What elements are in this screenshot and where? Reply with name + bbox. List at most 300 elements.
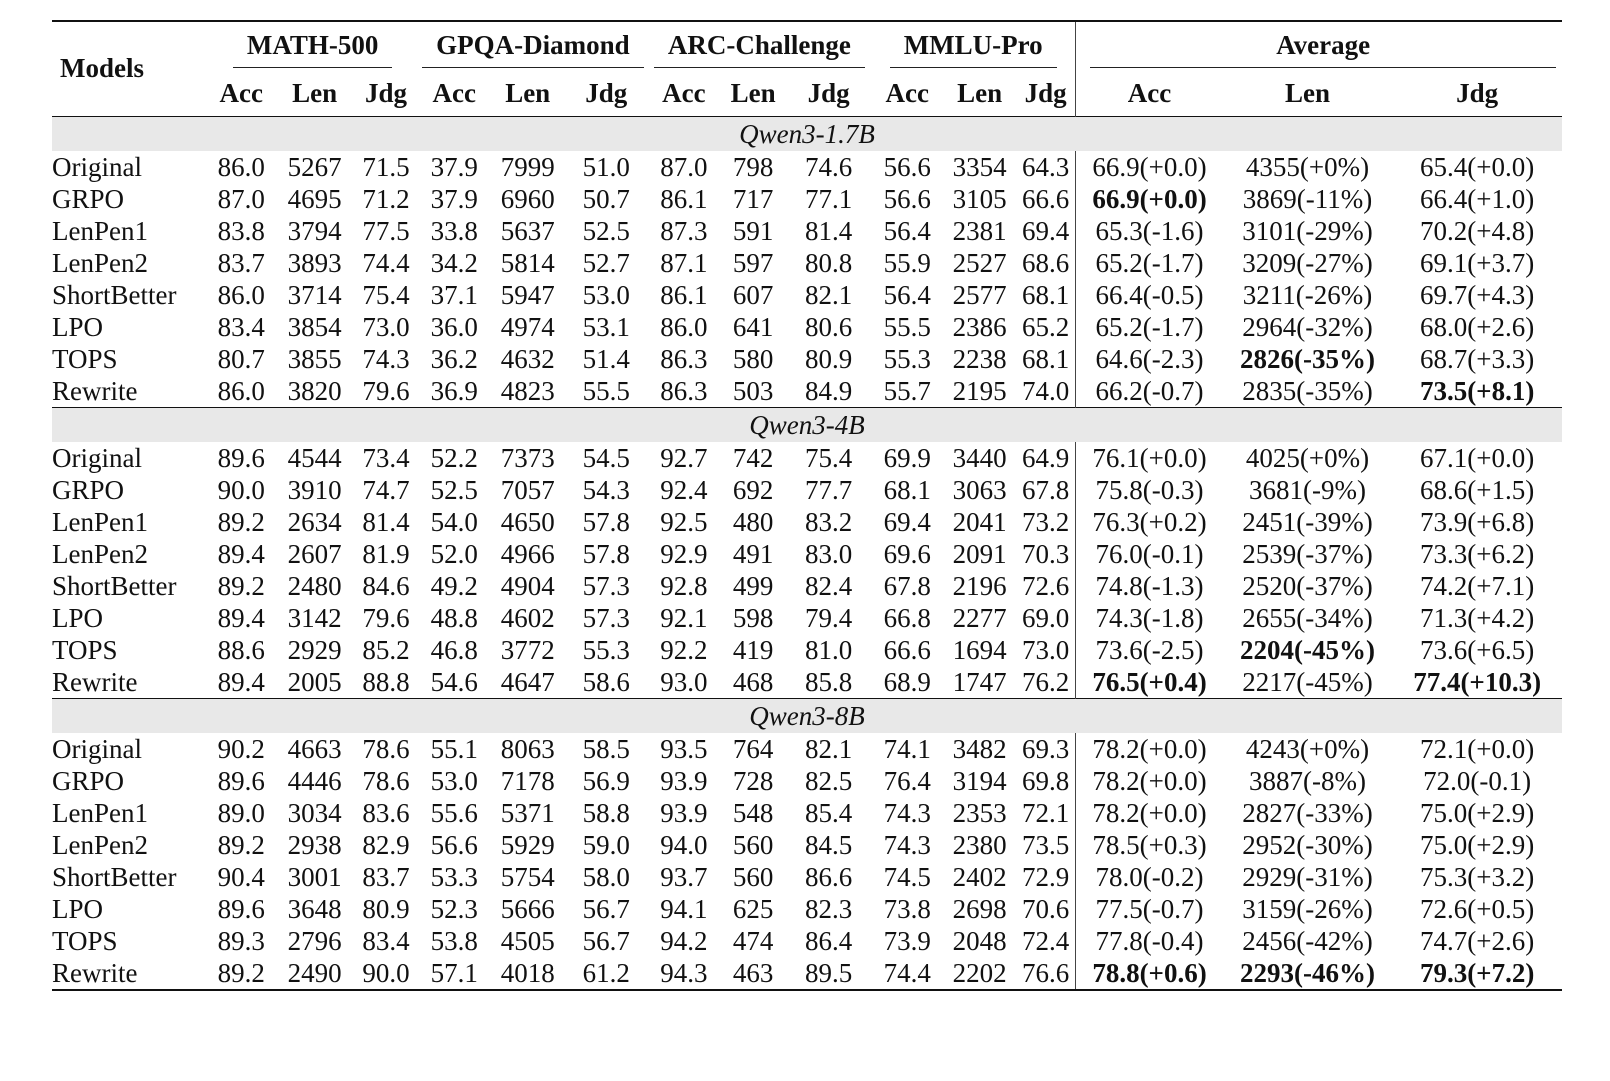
average-cell: 74.2(+7.1) xyxy=(1420,570,1535,601)
value-cell: 82.4 xyxy=(805,570,853,601)
value-cell: 4647 xyxy=(500,666,555,697)
value-cell: 7999 xyxy=(500,151,555,182)
value-cell: 86.0 xyxy=(217,151,265,182)
table-row xyxy=(52,215,1562,247)
value-cell: 80.7 xyxy=(217,343,265,374)
section-header-row xyxy=(52,117,1562,152)
value-cell: 51.4 xyxy=(582,343,630,374)
value-cell: 93.5 xyxy=(660,733,708,764)
value-cell: 74.1 xyxy=(883,733,931,764)
average-cell: 74.7(+2.6) xyxy=(1420,925,1535,956)
value-cell: 692 xyxy=(732,474,774,505)
average-cell: 75.3(+3.2) xyxy=(1420,861,1535,892)
value-cell: 2277 xyxy=(952,602,1007,633)
value-cell: 88.6 xyxy=(217,634,265,665)
average-cell: 77.5(-0.7) xyxy=(1076,893,1223,925)
value-cell: 58.6 xyxy=(582,666,630,697)
average-cell: 2929(-31%) xyxy=(1242,861,1373,892)
table-row xyxy=(52,861,1562,893)
value-cell: 74.4 xyxy=(362,247,410,278)
value-cell: 81.4 xyxy=(362,506,410,537)
value-cell: 94.0 xyxy=(660,829,708,860)
value-cell: 77.5 xyxy=(362,215,410,246)
value-cell: 75.4 xyxy=(362,279,410,310)
value-cell: 49.2 xyxy=(430,570,478,601)
value-cell: 69.8 xyxy=(1021,765,1070,796)
value-cell: 74.0 xyxy=(1021,375,1070,406)
value-cell: 86.4 xyxy=(805,925,853,956)
metric-header-acc: Acc xyxy=(432,77,476,108)
value-cell: 92.8 xyxy=(660,570,708,601)
value-cell: 2698 xyxy=(952,893,1007,924)
average-cell: 74.8(-1.3) xyxy=(1076,570,1223,602)
metric-header-len: Len xyxy=(505,77,551,108)
average-cell: 76.1(+0.0) xyxy=(1076,442,1223,474)
value-cell: 86.1 xyxy=(660,279,708,310)
average-cell: 75.0(+2.9) xyxy=(1420,797,1535,828)
value-cell: 64.9 xyxy=(1021,442,1070,473)
value-cell: 58.5 xyxy=(582,733,630,764)
value-cell: 36.9 xyxy=(430,375,478,406)
average-cell: 73.5(+8.1) xyxy=(1419,375,1535,406)
value-cell: 70.6 xyxy=(1021,893,1070,924)
value-cell: 55.1 xyxy=(430,733,478,764)
average-cell: 65.4(+0.0) xyxy=(1420,151,1535,182)
value-cell: 34.2 xyxy=(430,247,478,278)
value-cell: 52.7 xyxy=(582,247,630,278)
value-cell: 46.8 xyxy=(430,634,478,665)
value-cell: 76.6 xyxy=(1016,957,1076,990)
value-cell: 87.0 xyxy=(660,151,708,182)
model-name-cell: LenPen2 xyxy=(52,538,148,569)
table-header xyxy=(52,21,1562,117)
value-cell: 2041 xyxy=(952,506,1007,537)
value-cell: 2386 xyxy=(952,311,1007,342)
value-cell: 56.6 xyxy=(883,183,931,214)
table-row xyxy=(52,602,1562,634)
table-row xyxy=(52,765,1562,797)
average-cell: 3159(-26%) xyxy=(1242,893,1373,924)
average-cell: 68.6(+1.5) xyxy=(1420,474,1535,505)
average-cell: 2539(-37%) xyxy=(1242,538,1373,569)
value-cell: 87.1 xyxy=(660,247,708,278)
table-row xyxy=(52,538,1562,570)
average-cell: 73.3(+6.2) xyxy=(1420,538,1535,569)
model-name-cell: ShortBetter xyxy=(52,570,177,601)
model-name-cell: LPO xyxy=(52,602,104,633)
model-name-cell: Rewrite xyxy=(52,666,138,697)
value-cell: 92.9 xyxy=(660,538,708,569)
average-cell: 73.9(+6.8) xyxy=(1420,506,1535,537)
value-cell: 93.9 xyxy=(660,797,708,828)
value-cell: 74.5 xyxy=(883,861,931,892)
model-name-cell: GRPO xyxy=(52,183,125,214)
value-cell: 2091 xyxy=(952,538,1007,569)
average-cell: 74.3(-1.8) xyxy=(1076,602,1223,634)
value-cell: 3001 xyxy=(287,861,342,892)
value-cell: 72.1 xyxy=(1021,797,1070,828)
value-cell: 580 xyxy=(732,343,774,374)
metric-header-jdg: Jdg xyxy=(1024,77,1067,108)
value-cell: 89.6 xyxy=(217,893,265,924)
value-cell: 81.9 xyxy=(362,538,410,569)
value-cell: 503 xyxy=(732,375,774,406)
metric-header-acc: Acc xyxy=(662,77,706,108)
value-cell: 4018 xyxy=(490,957,564,990)
value-cell: 3820 xyxy=(287,375,342,406)
value-cell: 85.2 xyxy=(362,634,410,665)
value-cell: 53.8 xyxy=(430,925,478,956)
value-cell: 70.3 xyxy=(1021,538,1070,569)
value-cell: 72.9 xyxy=(1021,861,1070,892)
value-cell: 73.4 xyxy=(362,442,410,473)
average-cell: 4243(+0%) xyxy=(1245,733,1370,764)
results-table xyxy=(52,20,1562,991)
value-cell: 56.4 xyxy=(883,215,931,246)
average-cell: 72.0(-0.1) xyxy=(1423,765,1532,796)
value-cell: 56.7 xyxy=(582,893,630,924)
value-cell: 93.9 xyxy=(660,765,708,796)
value-cell: 499 xyxy=(732,570,774,601)
value-cell: 3034 xyxy=(287,797,342,828)
average-cell: 73.6(-2.5) xyxy=(1076,634,1223,666)
value-cell: 474 xyxy=(732,925,774,956)
average-cell: 64.6(-2.3) xyxy=(1076,343,1223,375)
value-cell: 93.7 xyxy=(660,861,708,892)
average-cell: 3101(-29%) xyxy=(1242,215,1373,246)
average-cell: 2217(-45%) xyxy=(1242,666,1373,697)
value-cell: 597 xyxy=(732,247,774,278)
benchmark-header-gpqa xyxy=(418,21,648,70)
value-cell: 56.6 xyxy=(883,151,931,182)
value-cell: 76.4 xyxy=(883,765,931,796)
value-cell: 92.1 xyxy=(660,602,708,633)
table-row xyxy=(52,183,1562,215)
model-name-cell: LenPen1 xyxy=(52,797,148,828)
value-cell: 83.8 xyxy=(217,215,265,246)
value-cell: 80.9 xyxy=(805,343,853,374)
metric-header-acc: Acc xyxy=(885,77,929,108)
value-cell: 742 xyxy=(732,442,774,473)
model-name-cell: LenPen2 xyxy=(52,247,148,278)
value-cell: 560 xyxy=(732,861,774,892)
average-cell: 2964(-32%) xyxy=(1242,311,1373,342)
average-cell: 3681(-9%) xyxy=(1248,474,1366,505)
value-cell: 3482 xyxy=(952,733,1007,764)
value-cell: 56.9 xyxy=(582,765,630,796)
average-cell: 68.0(+2.6) xyxy=(1420,311,1535,342)
value-cell: 54.5 xyxy=(582,442,630,473)
table-row xyxy=(52,733,1562,765)
value-cell: 4966 xyxy=(500,538,555,569)
average-cell: 2827(-33%) xyxy=(1242,797,1373,828)
value-cell: 2402 xyxy=(952,861,1007,892)
benchmark-header-mmlu-pro xyxy=(871,21,1076,70)
value-cell: 55.9 xyxy=(883,247,931,278)
model-name-cell: GRPO xyxy=(52,765,125,796)
average-cell: 3209(-27%) xyxy=(1242,247,1373,278)
table-row xyxy=(52,925,1562,957)
benchmark-label: MATH-500 xyxy=(233,30,392,68)
value-cell: 51.0 xyxy=(582,151,630,182)
model-name-cell: GRPO xyxy=(52,474,125,505)
value-cell: 5637 xyxy=(500,215,555,246)
value-cell: 419 xyxy=(732,634,774,665)
value-cell: 52.5 xyxy=(582,215,630,246)
value-cell: 73.2 xyxy=(1021,506,1070,537)
model-name-cell: TOPS xyxy=(52,343,118,374)
value-cell: 5267 xyxy=(287,151,342,182)
value-cell: 4823 xyxy=(500,375,555,406)
value-cell: 56.7 xyxy=(582,925,630,956)
value-cell: 89.5 xyxy=(786,957,871,990)
section-title: Qwen3-1.7B xyxy=(52,117,1562,152)
value-cell: 77.1 xyxy=(805,183,853,214)
value-cell: 69.4 xyxy=(1021,215,1070,246)
table-row xyxy=(52,506,1562,538)
value-cell: 4974 xyxy=(500,311,555,342)
value-cell: 33.8 xyxy=(430,215,478,246)
table-row xyxy=(52,151,1562,183)
table-row xyxy=(52,829,1562,861)
value-cell: 89.6 xyxy=(217,442,265,473)
value-cell: 89.4 xyxy=(217,666,265,697)
value-cell: 3194 xyxy=(952,765,1007,796)
value-cell: 74.7 xyxy=(362,474,410,505)
table-row xyxy=(52,634,1562,666)
value-cell: 94.2 xyxy=(660,925,708,956)
value-cell: 560 xyxy=(732,829,774,860)
metric-header-jdg: Jdg xyxy=(807,77,850,108)
value-cell: 86.0 xyxy=(217,279,265,310)
metric-header-len: Len xyxy=(292,77,338,108)
table-body xyxy=(52,117,1562,991)
value-cell: 56.6 xyxy=(430,829,478,860)
average-cell: 66.9(+0.0) xyxy=(1076,151,1223,183)
value-cell: 85.8 xyxy=(805,666,853,697)
table-row xyxy=(52,893,1562,925)
section-title: Qwen3-8B xyxy=(52,699,1562,734)
model-name-cell: LenPen2 xyxy=(52,829,148,860)
value-cell: 69.0 xyxy=(1021,602,1070,633)
metric-header-acc: Acc xyxy=(219,77,263,108)
average-cell: 66.4(+1.0) xyxy=(1420,183,1535,214)
table-row xyxy=(52,957,1562,990)
table-row xyxy=(52,442,1562,474)
value-cell: 36.2 xyxy=(430,343,478,374)
value-cell: 53.1 xyxy=(582,311,630,342)
value-cell: 3854 xyxy=(287,311,342,342)
average-cell: 69.1(+3.7) xyxy=(1420,247,1535,278)
value-cell: 5754 xyxy=(500,861,555,892)
value-cell: 5371 xyxy=(500,797,555,828)
value-cell: 55.6 xyxy=(430,797,478,828)
average-cell: 77.8(-0.4) xyxy=(1076,925,1223,957)
average-cell: 4025(+0%) xyxy=(1245,442,1370,473)
value-cell: 55.5 xyxy=(883,311,931,342)
value-cell: 92.7 xyxy=(660,442,708,473)
value-cell: 607 xyxy=(732,279,774,310)
average-cell: 3887(-8%) xyxy=(1248,765,1366,796)
value-cell: 468 xyxy=(732,666,774,697)
value-cell: 3772 xyxy=(500,634,555,665)
value-cell: 37.1 xyxy=(430,279,478,310)
value-cell: 52.5 xyxy=(430,474,478,505)
value-cell: 84.6 xyxy=(362,570,410,601)
value-cell: 84.9 xyxy=(805,375,853,406)
value-cell: 90.0 xyxy=(217,474,265,505)
value-cell: 641 xyxy=(732,311,774,342)
value-cell: 2353 xyxy=(952,797,1007,828)
value-cell: 5929 xyxy=(500,829,555,860)
average-cell: 78.0(-0.2) xyxy=(1076,861,1223,893)
value-cell: 89.2 xyxy=(217,506,265,537)
average-cell: 69.7(+4.3) xyxy=(1420,279,1535,310)
value-cell: 2005 xyxy=(287,666,342,697)
value-cell: 83.0 xyxy=(805,538,853,569)
benchmark-label: ARC-Challenge xyxy=(654,30,865,68)
value-cell: 82.1 xyxy=(805,733,853,764)
average-cell: 78.2(+0.0) xyxy=(1076,765,1223,797)
value-cell: 625 xyxy=(732,893,774,924)
value-cell: 2490 xyxy=(275,957,354,990)
value-cell: 79.6 xyxy=(362,375,410,406)
value-cell: 7178 xyxy=(500,765,555,796)
value-cell: 65.2 xyxy=(1021,311,1070,342)
value-cell: 6960 xyxy=(500,183,555,214)
model-name-cell: TOPS xyxy=(52,634,118,665)
value-cell: 55.7 xyxy=(883,375,931,406)
value-cell: 48.8 xyxy=(430,602,478,633)
average-cell: 2456(-42%) xyxy=(1242,925,1373,956)
average-cell: 2293(-46%) xyxy=(1223,957,1393,990)
value-cell: 55.5 xyxy=(582,375,630,406)
value-cell: 72.4 xyxy=(1021,925,1070,956)
value-cell: 4446 xyxy=(287,765,342,796)
value-cell: 2381 xyxy=(952,215,1007,246)
avg-metric-header-acc: Acc xyxy=(1076,70,1223,117)
table-row xyxy=(52,375,1562,408)
value-cell: 90.0 xyxy=(354,957,418,990)
value-cell: 2380 xyxy=(952,829,1007,860)
value-cell: 52.3 xyxy=(430,893,478,924)
value-cell: 36.0 xyxy=(430,311,478,342)
value-cell: 80.6 xyxy=(805,311,853,342)
value-cell: 94.1 xyxy=(660,893,708,924)
value-cell: 80.9 xyxy=(362,893,410,924)
average-cell: 75.8(-0.3) xyxy=(1076,474,1223,506)
value-cell: 53.3 xyxy=(430,861,478,892)
average-cell: 79.3(+7.2) xyxy=(1392,957,1562,990)
value-cell: 73.8 xyxy=(883,893,931,924)
average-cell: 78.2(+0.0) xyxy=(1076,797,1223,829)
table-row xyxy=(52,311,1562,343)
value-cell: 90.4 xyxy=(217,861,265,892)
value-cell: 728 xyxy=(732,765,774,796)
value-cell: 2480 xyxy=(287,570,342,601)
value-cell: 2202 xyxy=(943,957,1015,990)
value-cell: 3354 xyxy=(952,151,1007,182)
value-cell: 92.4 xyxy=(660,474,708,505)
benchmark-label: MMLU-Pro xyxy=(890,30,1057,68)
value-cell: 71.2 xyxy=(362,183,410,214)
average-header xyxy=(1076,21,1562,70)
value-cell: 59.0 xyxy=(582,829,630,860)
average-cell: 2952(-30%) xyxy=(1242,829,1373,860)
average-cell: 2835(-35%) xyxy=(1242,375,1373,406)
value-cell: 3855 xyxy=(287,343,342,374)
average-cell: 78.5(+0.3) xyxy=(1076,829,1223,861)
value-cell: 90.2 xyxy=(217,733,265,764)
value-cell: 66.6 xyxy=(1021,183,1070,214)
value-cell: 74.3 xyxy=(883,829,931,860)
value-cell: 71.5 xyxy=(362,151,410,182)
metric-header-len: Len xyxy=(957,77,1003,108)
value-cell: 548 xyxy=(732,797,774,828)
value-cell: 2238 xyxy=(952,343,1007,374)
value-cell: 89.4 xyxy=(217,602,265,633)
value-cell: 57.8 xyxy=(582,506,630,537)
value-cell: 54.0 xyxy=(430,506,478,537)
value-cell: 54.3 xyxy=(582,474,630,505)
model-name-cell: LPO xyxy=(52,311,104,342)
value-cell: 2196 xyxy=(952,570,1007,601)
value-cell: 93.0 xyxy=(660,666,708,697)
value-cell: 717 xyxy=(732,183,774,214)
value-cell: 89.2 xyxy=(217,829,265,860)
model-name-cell: Original xyxy=(52,151,142,182)
section-title: Qwen3-4B xyxy=(52,408,1562,443)
value-cell: 463 xyxy=(720,957,786,990)
value-cell: 68.1 xyxy=(883,474,931,505)
value-cell: 89.0 xyxy=(217,797,265,828)
value-cell: 3063 xyxy=(952,474,1007,505)
value-cell: 69.9 xyxy=(883,442,931,473)
value-cell: 74.3 xyxy=(362,343,410,374)
value-cell: 89.2 xyxy=(207,957,275,990)
value-cell: 89.3 xyxy=(217,925,265,956)
average-cell: 2204(-45%) xyxy=(1239,634,1375,665)
table-row xyxy=(52,797,1562,829)
value-cell: 3893 xyxy=(287,247,342,278)
value-cell: 85.4 xyxy=(805,797,853,828)
value-cell: 74.6 xyxy=(805,151,853,182)
value-cell: 73.9 xyxy=(883,925,931,956)
average-cell: 65.3(-1.6) xyxy=(1076,215,1223,247)
average-cell: 76.5(+0.4) xyxy=(1076,666,1223,699)
value-cell: 88.8 xyxy=(362,666,410,697)
table-row xyxy=(52,474,1562,506)
value-cell: 3910 xyxy=(287,474,342,505)
value-cell: 81.0 xyxy=(805,634,853,665)
value-cell: 55.3 xyxy=(883,343,931,374)
value-cell: 64.3 xyxy=(1021,151,1070,182)
value-cell: 55.3 xyxy=(582,634,630,665)
value-cell: 87.0 xyxy=(217,183,265,214)
value-cell: 50.7 xyxy=(582,183,630,214)
value-cell: 86.3 xyxy=(660,343,708,374)
value-cell: 68.1 xyxy=(1021,279,1070,310)
value-cell: 83.6 xyxy=(362,797,410,828)
value-cell: 4632 xyxy=(500,343,555,374)
value-cell: 4602 xyxy=(500,602,555,633)
value-cell: 57.8 xyxy=(582,538,630,569)
value-cell: 78.6 xyxy=(362,733,410,764)
value-cell: 83.7 xyxy=(217,247,265,278)
value-cell: 89.6 xyxy=(217,765,265,796)
value-cell: 4544 xyxy=(287,442,342,473)
value-cell: 5947 xyxy=(500,279,555,310)
